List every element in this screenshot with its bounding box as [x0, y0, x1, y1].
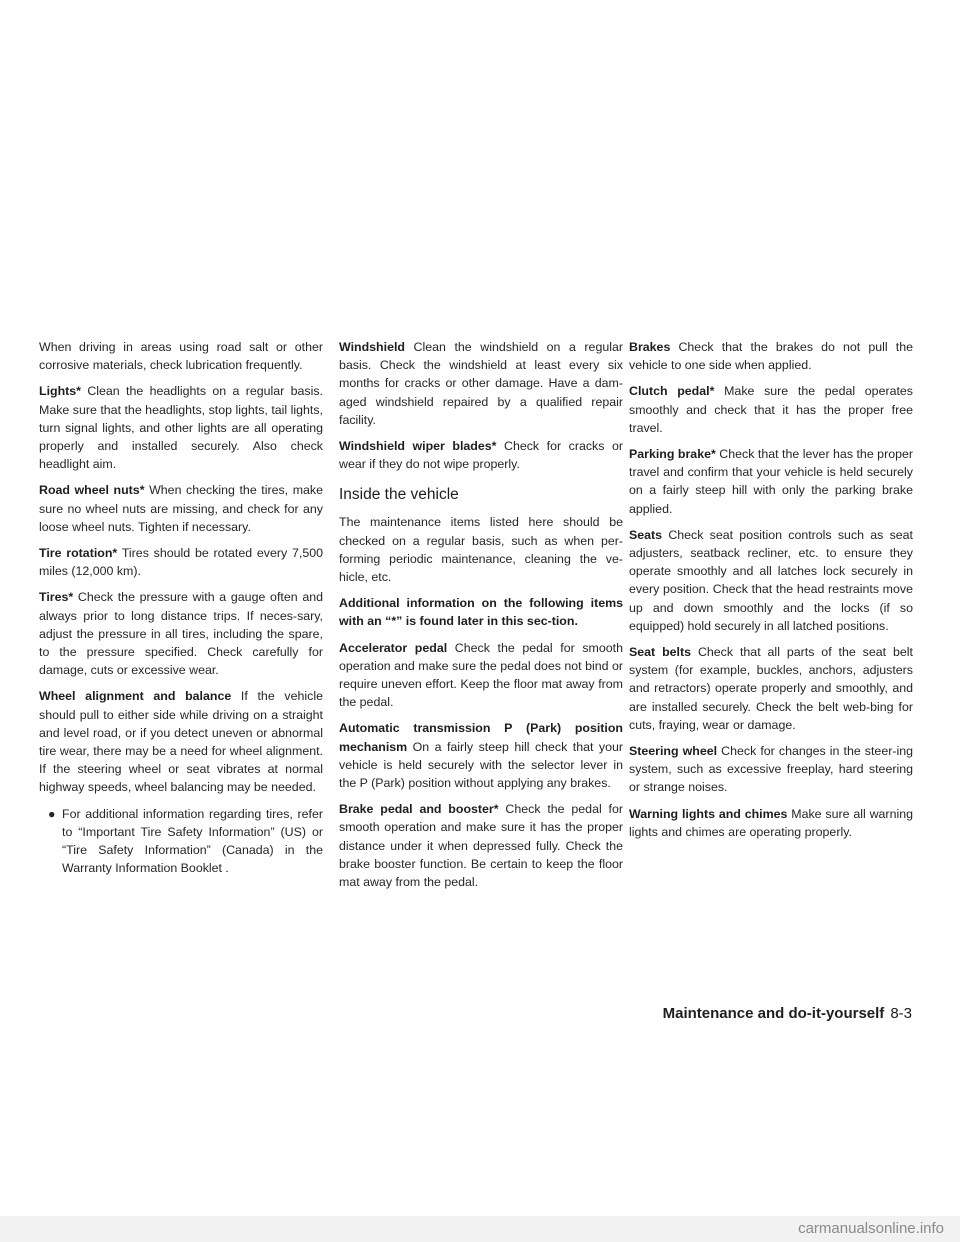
item-text: Check for cracks or wear if they do not wipe properly.: [339, 439, 623, 472]
item-windshield: [339, 338, 623, 429]
section-note: Additional information on the following items with an “*” is found later in this sec-tion.: [339, 596, 623, 629]
item-steering-wheel: [629, 742, 913, 797]
item-seat-belts: [629, 643, 913, 734]
footer-title: Maintenance and do-it-yourself: [662, 1005, 885, 1022]
item-text: Clean the windshield on a regular basis. Check the windshield at least every six months for cracks or other damage. Have a dam-aged windshield repaired by a qualified repair facility.: [339, 340, 623, 427]
column-1: [39, 338, 323, 885]
item-term: Parking brake*: [629, 447, 716, 462]
item-text: Make sure the pedal operates smoothly and check that it has the proper free travel.: [629, 384, 914, 435]
item-text: Check seat position controls such as seat adjusters, seatback recliner, etc. to ensure they operate smoothly and all latches lock securely in every position. Check that the head restraints move up and down smoothly and the locks (if so equipped) hold securely in all latched positions.: [629, 527, 913, 633]
item-text: Check the pressure with a gauge often and always prior to long distance trips. If neces-sary, adjust the pressure in all tires, including the spare, to the pressure specified. Check carefully for damage, cuts or excessive wear.: [39, 590, 323, 678]
item-accelerator-pedal: [339, 639, 623, 712]
item-term: Clutch pedal*: [629, 384, 715, 399]
item-term: Brake pedal and booster*: [339, 802, 499, 817]
bullet-icon: ●: [48, 806, 56, 821]
bullet-text: For additional information regarding tires, refer to “Important Tire Safety Information” (US) or “Tire Safety Information” (Canada) in the Warranty Information Booklet .: [62, 806, 323, 876]
item-term: Seat belts: [629, 645, 692, 660]
item-clutch-pedal: [629, 382, 913, 437]
item-term: Steering wheel: [629, 744, 718, 759]
item-text: Tires should be rotated every 7,500 miles (12,000 km).: [39, 546, 324, 579]
item-wheel-alignment: [39, 687, 323, 796]
watermark-bar: [0, 1216, 960, 1242]
item-brakes: [629, 338, 913, 374]
bullet-item: [48, 805, 323, 878]
item-text: If the vehicle should pull to either side while driving on a straight and level road, or if you detect uneven or abnormal tire wear, there may be a need for wheel alignment. If the steering wheel or seat vibrates at normal highway speeds, wheel balancing may be needed.: [39, 689, 323, 795]
item-text: Check that all parts of the seat belt system (for example, buckles, anchors, adjusters and retractors) operate properly and smoothly, and are installed securely. Check the belt web-bing for cuts, fraying, wear or damage.: [629, 645, 913, 732]
page-footer: [663, 1005, 912, 1022]
item-parking-brake: [629, 445, 913, 518]
item-term: Tire rotation*: [39, 546, 118, 561]
watermark-text: carmanualsonline.info: [798, 1220, 944, 1237]
item-warning-lights: [629, 805, 913, 841]
item-text: Clean the headlights on a regular basis. Make sure that the headlights, stop lights, tail lights, turn signal lights, and other lights are all operating properly and installed securely. Also check headlight aim.: [39, 384, 323, 472]
item-road-wheel-nuts: [39, 481, 323, 536]
item-term: Windshield wiper blades*: [339, 439, 497, 454]
section-intro: The maintenance items listed here should be checked on a regular basis, such as when per-forming periodic maintenance, cleaning the ve-hicle, etc.: [339, 515, 623, 585]
item-text: Make sure all warning lights and chimes are operating properly.: [629, 806, 913, 839]
section-heading: Inside the vehicle: [339, 486, 459, 504]
item-term: Brakes: [629, 340, 671, 354]
item-term: Warning lights and chimes: [629, 806, 788, 821]
item-park-mechanism: [339, 719, 623, 792]
item-seats: [629, 526, 913, 635]
item-term: Wheel alignment and balance: [39, 689, 232, 704]
page-number: 8-3: [890, 1005, 912, 1022]
item-term: Accelerator pedal: [339, 640, 448, 655]
intro-paragraph: When driving in areas using road salt or other corrosive materials, check lubrication frequently.: [39, 340, 323, 373]
column-2: [339, 338, 623, 899]
item-term: Automatic transmission P (Park) position mechanism: [339, 721, 623, 754]
item-text: When checking the tires, make sure no wheel nuts are missing, and check for any loose wheel nuts. Tighten if necessary.: [39, 483, 323, 534]
item-text: Check the pedal for smooth operation and make sure the pedal does not bind or require uneven effort. Keep the floor mat away from the pedal.: [339, 640, 623, 710]
item-term: Seats: [629, 527, 663, 542]
item-term: Windshield: [339, 340, 405, 354]
item-text: Check the pedal for smooth operation and make sure it has the proper distance under it when depressed fully. Check the brake booster function. Be certain to keep the floor mat away from the pedal.: [339, 802, 624, 890]
item-text: Check that the lever has the proper travel and confirm that your vehicle is held securely on a fairly steep hill with only the parking brake applied.: [629, 447, 914, 516]
item-text: Check that the brakes do not pull the vehicle to one side when applied.: [629, 340, 913, 373]
item-text: On a fairly steep hill check that your vehicle is held securely with the selector lever in the P (Park) position without applying any brakes.: [339, 739, 623, 791]
item-brake-pedal: [339, 800, 623, 891]
item-term: Tires*: [39, 590, 74, 605]
item-wiper-blades: [339, 437, 623, 473]
item-tires: [39, 588, 323, 679]
item-term: Road wheel nuts*: [39, 483, 145, 498]
item-term: Lights*: [39, 384, 81, 399]
item-lights: [39, 382, 323, 473]
column-3: [629, 338, 913, 849]
item-tire-rotation: [39, 544, 323, 580]
item-text: Check for changes in the steer-ing system, such as excessive freeplay, hard steering or strange noises.: [629, 744, 913, 795]
